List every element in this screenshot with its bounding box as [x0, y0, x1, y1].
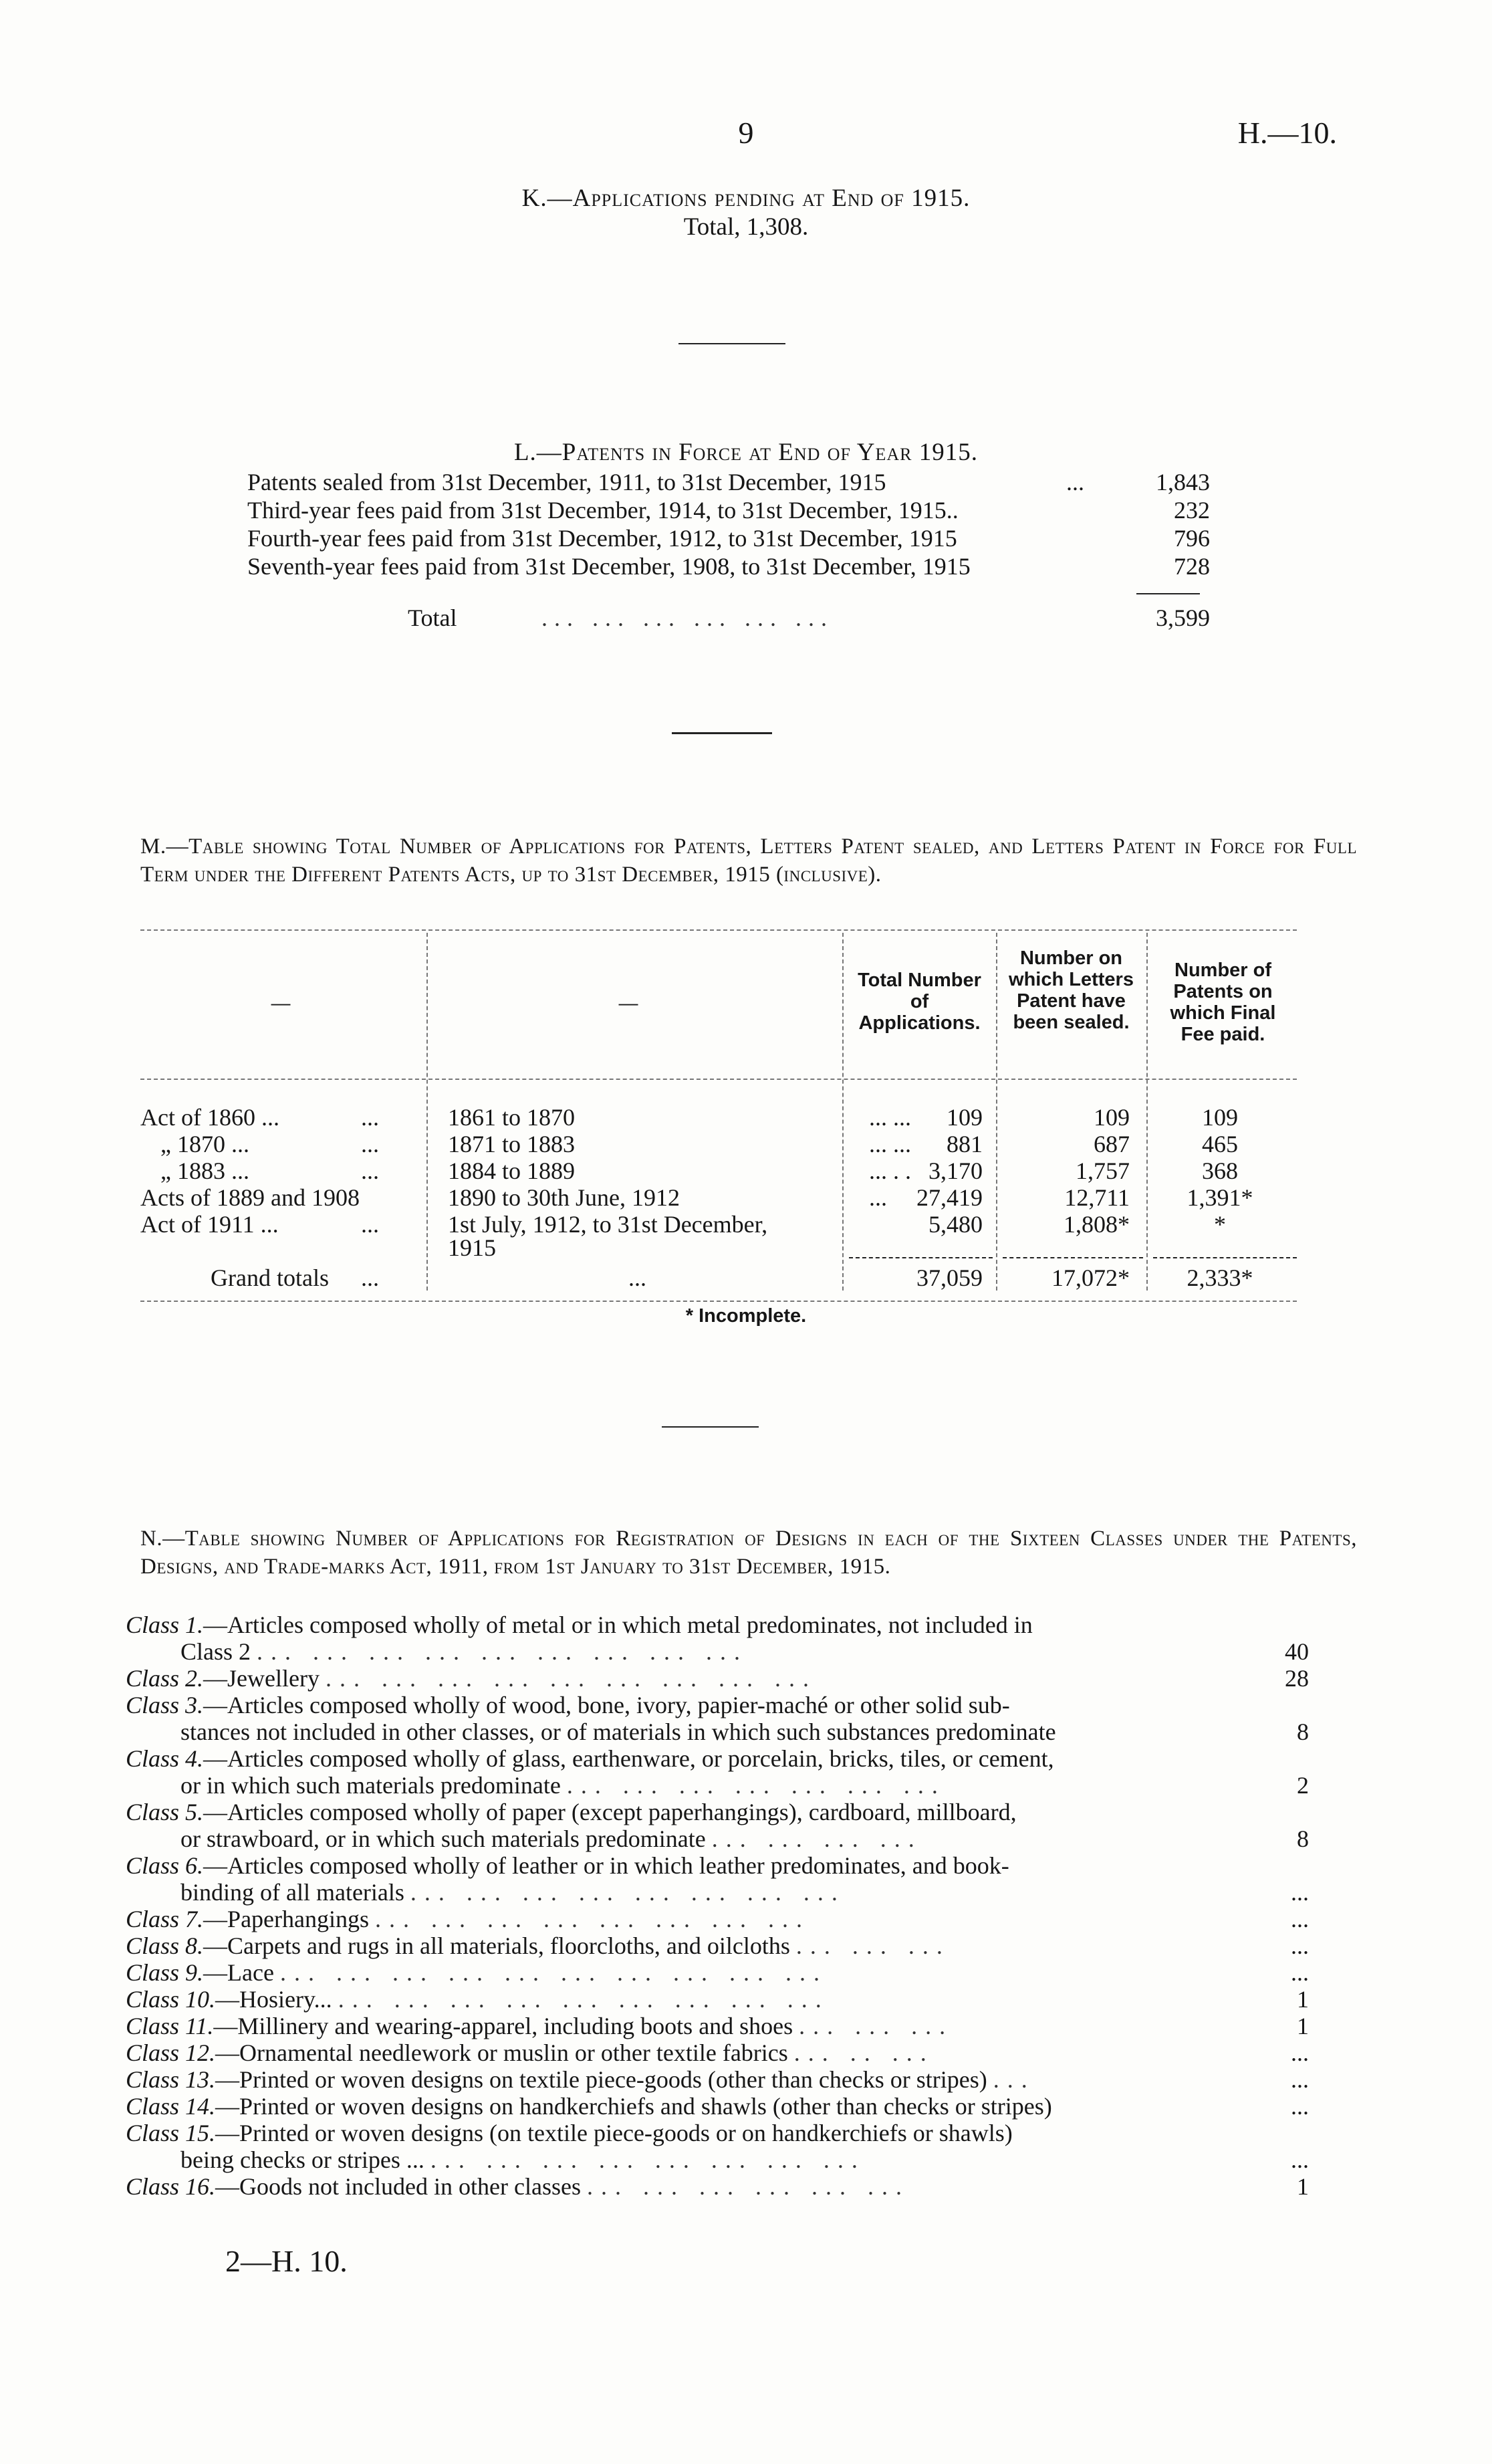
class-count: ...: [1291, 2093, 1309, 2120]
final-fee-cell: *: [1214, 1211, 1226, 1238]
document-reference: H.—10.: [1237, 116, 1337, 150]
period-cell: 1st July, 1912, to 31st December,: [448, 1211, 768, 1238]
class-label: Class 12.: [126, 2039, 216, 2066]
class-label: Class 11.: [126, 2013, 214, 2039]
applications-cell: 27,419: [916, 1184, 983, 1211]
class-description: —Hosiery...: [215, 1986, 332, 2013]
design-class-item: [126, 1665, 1309, 1692]
section-divider: [672, 732, 772, 734]
class-count: ...: [1291, 2066, 1309, 2093]
class-count: ...: [1291, 1906, 1309, 1932]
class-label: Class 13.: [126, 2066, 216, 2093]
class-description: —Printed or woven designs on textile piece-goods (other than checks or stripes): [215, 2066, 987, 2093]
leader-dots: ...: [993, 2066, 1035, 2093]
class-description: Class 2: [180, 1638, 251, 1665]
design-class-item: [126, 2039, 1309, 2066]
row-value: 796: [1174, 525, 1210, 552]
design-class-item: [126, 1611, 1309, 1665]
period-cell: 1861 to 1870: [448, 1104, 576, 1131]
sealed-cell: 109: [1094, 1104, 1130, 1131]
design-class-item: [126, 2066, 1309, 2093]
row-label: Patents sealed from 31st December, 1911, to 31st December, 1915: [247, 469, 886, 495]
class-description: —Millinery and wearing-apparel, including boots and shoes: [213, 2013, 793, 2039]
section-k-title: K.—Applications pending at End of 1915.: [521, 185, 971, 212]
table-rule: [140, 1079, 1297, 1080]
class-count: ...: [1291, 1932, 1309, 1959]
leader-dots: ... ... ... ...: [711, 1825, 922, 1852]
table-row: [140, 1103, 1297, 1130]
class-label: Class 4.: [126, 1745, 204, 1772]
class-label: Class 6.: [126, 1852, 204, 1879]
row-value: 232: [1174, 497, 1210, 524]
table-row: [247, 496, 1210, 523]
table-rule: [140, 929, 1297, 931]
class-description: —Articles composed wholly of paper (except paperhangings), cardboard, millboard,: [203, 1799, 1017, 1825]
leader-dots: ...: [628, 1264, 646, 1291]
table-row: [140, 1210, 1297, 1237]
class-description: —Articles composed wholly of metal or in which metal predominates, not included in: [203, 1611, 1033, 1638]
total-label: Total: [408, 604, 457, 631]
leader-dots: ... ... ... ... ... ... ... ... ...: [257, 1638, 749, 1665]
design-class-item: [126, 1986, 1309, 2013]
design-class-item: [126, 1852, 1309, 1906]
leader-dots: ... ... ... ... ... ...: [541, 604, 834, 631]
class-description: —Articles composed wholly of glass, earthenware, or porcelain, bricks, tiles, or cement,: [203, 1745, 1054, 1772]
leader-dots: ...: [361, 1104, 379, 1131]
design-class-item: [126, 2093, 1309, 2120]
final-fee-cell: 465: [1202, 1131, 1238, 1157]
leader-dots: ...: [361, 1211, 379, 1238]
class-description: stances not included in other classes, or of materials in which such substances predominate: [180, 1718, 1056, 1745]
class-description: —Articles composed wholly of wood, bone, ivory, papier-maché or other solid sub-: [203, 1692, 1010, 1718]
total-rule: [1003, 1257, 1143, 1258]
total-rule: [1153, 1257, 1297, 1258]
class-description: —Printed or woven designs on handkerchiefs and shawls (other than checks or stripes): [215, 2093, 1052, 2120]
table-row: [247, 524, 1210, 551]
class-description: binding of all materials: [180, 1879, 404, 1906]
design-class-item: [126, 1906, 1309, 1932]
class-count: 1: [1297, 2173, 1309, 2200]
class-count: 8: [1297, 1718, 1309, 1745]
design-class-item: [126, 2013, 1309, 2039]
class-description: —Jewellery: [203, 1665, 320, 1692]
table-row: [140, 1184, 1297, 1210]
design-classes-list: [126, 1611, 1309, 2200]
class-label: Class 14.: [126, 2093, 216, 2120]
design-class-item: [126, 1932, 1309, 1959]
header-total-applications: Total Number of Applications.: [858, 970, 981, 1034]
header-final-fee-paid: Number of Patents on which Final Fee paid.: [1170, 960, 1276, 1045]
class-count: 1: [1297, 2013, 1309, 2039]
class-description: or strawboard, or in which such materials predominate: [180, 1825, 706, 1852]
total-value: 3,599: [1156, 604, 1210, 631]
footnote: * Incomplete.: [685, 1305, 807, 1327]
class-description: or in which such materials predominate: [180, 1772, 561, 1799]
period-cell: 1890 to 30th June, 1912: [448, 1184, 680, 1211]
period-continuation: [140, 1234, 1297, 1260]
class-count: 28: [1285, 1665, 1309, 1692]
class-label: Class 7.: [126, 1906, 204, 1932]
leader-dots: ... ... ... ... ... ... ... ...: [375, 1906, 811, 1932]
class-description: —Printed or woven designs (on textile piece-goods or on handkerchiefs or shawls): [215, 2120, 1013, 2146]
class-description: —Articles composed wholly of leather or in which leather predominates, and book-: [203, 1852, 1009, 1879]
leader-dots: ... ... ...: [799, 2013, 954, 2039]
period-cell: 1871 to 1883: [448, 1131, 576, 1157]
final-fee-cell: 368: [1202, 1157, 1238, 1184]
leader-dots: ... . .: [869, 1157, 911, 1184]
class-label: Class 16.: [126, 2173, 216, 2200]
class-count: ...: [1291, 1959, 1309, 1986]
period-cell: 1884 to 1889: [448, 1157, 576, 1184]
class-count: 40: [1285, 1638, 1309, 1665]
class-label: Class 5.: [126, 1799, 204, 1825]
class-label: Class 2.: [126, 1665, 204, 1692]
applications-cell: 3,170: [928, 1157, 983, 1184]
footer-reference: 2—H. 10.: [225, 2244, 348, 2278]
leader-dots: ... .. ...: [793, 2039, 935, 2066]
class-description: —Ornamental needlework or muslin or other textile fabrics: [215, 2039, 788, 2066]
table-rule: [140, 1301, 1297, 1302]
class-description: —Carpets and rugs in all materials, floorcloths, and oilcloths: [203, 1932, 790, 1959]
leader-dots: ...: [361, 1157, 379, 1184]
design-class-item: [126, 1692, 1309, 1745]
act-cell: „ 1883 ...: [160, 1157, 249, 1184]
total-rule: [849, 1257, 993, 1258]
leader-dots: ... ... ... ... ... ... ...: [566, 1772, 946, 1799]
design-class-item: [126, 1799, 1309, 1852]
class-count: ...: [1291, 2146, 1309, 2173]
act-cell: „ 1870 ...: [160, 1131, 249, 1157]
class-description: —Lace: [203, 1959, 274, 1986]
design-class-item: [126, 1959, 1309, 1986]
applications-cell: 109: [947, 1104, 983, 1131]
row-value: 1,843: [1156, 469, 1210, 495]
grand-total-final-fee: 2,333*: [1187, 1264, 1253, 1291]
class-label: Class 15.: [126, 2120, 216, 2146]
grand-totals-row: [140, 1264, 1297, 1291]
leader-dots: ...: [361, 1131, 379, 1157]
applications-cell: 881: [947, 1131, 983, 1157]
row-label: Third-year fees paid from 31st December, 1914, to 31st December, 1915..: [247, 497, 959, 524]
class-label: Class 8.: [126, 1932, 204, 1959]
section-divider: [678, 343, 785, 344]
class-label: Class 10.: [126, 1986, 216, 2013]
leader-dots: ... ... ... ... ... ...: [586, 2173, 910, 2200]
sealed-cell: 1,808*: [1064, 1211, 1130, 1238]
class-count: 8: [1297, 1825, 1309, 1852]
row-value: 728: [1174, 553, 1210, 580]
leader-dots: ...: [361, 1264, 379, 1291]
class-label: Class 1.: [126, 1611, 204, 1638]
leader-dots: ... ...: [869, 1104, 911, 1131]
grand-total-sealed: 17,072*: [1051, 1264, 1130, 1291]
class-label: Class 3.: [126, 1692, 204, 1718]
section-n-title: N.—Table showing Number of Applications for Registration of Designs in each of the Sixteen Classes under the Patents, Designs, and Trade-marks Act, 1911, from 1st January to 31st December, 1915.: [140, 1527, 1357, 1579]
class-label: Class 9.: [126, 1959, 204, 1986]
section-k-total: Total, 1,308.: [683, 213, 809, 241]
row-label: Seventh-year fees paid from 31st December, 1908, to 31st December, 1915: [247, 553, 971, 580]
design-class-item: [126, 1745, 1309, 1799]
class-count: ...: [1291, 2039, 1309, 2066]
header-letters-patent-sealed: Number on which Letters Patent have been sealed.: [1009, 947, 1134, 1033]
class-description: being checks or stripes ...: [180, 2146, 424, 2173]
row-label: Fourth-year fees paid from 31st December, 1912, to 31st December, 1915: [247, 525, 957, 552]
class-description: —Goods not included in other classes: [215, 2173, 581, 2200]
grand-total-applications: 37,059: [916, 1264, 983, 1291]
class-description: —Paperhangings: [203, 1906, 370, 1932]
act-cell: Act of 1860 ...: [140, 1104, 279, 1131]
leader-dots: ... ... ...: [795, 1932, 951, 1959]
sealed-cell: 687: [1094, 1131, 1130, 1157]
page-number: 9: [738, 116, 754, 150]
patents-acts-table: [140, 926, 1297, 1314]
section-divider: [662, 1426, 759, 1428]
class-count: ...: [1291, 1879, 1309, 1906]
table-row: [140, 1130, 1297, 1157]
leader-dots: ... ... ... ... ... ... ... ... ...: [325, 1665, 817, 1692]
leader-dots: ...: [869, 1184, 887, 1211]
leader-dots: ... ... ... ... ... ... ... ... ... ...: [279, 1959, 828, 1986]
leader-dots: ... ... ... ... ... ... ... ...: [430, 2146, 866, 2173]
leader-dots: ... ... ... ... ... ... ... ...: [410, 1879, 846, 1906]
act-cell: Act of 1911 ...: [140, 1211, 279, 1238]
table-row: [247, 468, 1210, 495]
final-fee-cell: 1,391*: [1187, 1184, 1253, 1211]
sealed-cell: 1,757: [1076, 1157, 1130, 1184]
leader-dots: ... ... ... ... ... ... ... ... ...: [338, 1986, 830, 2013]
section-l-title: L.—Patents in Force at End of Year 1915.: [513, 439, 979, 466]
design-class-item: [126, 2120, 1309, 2173]
table-row: [247, 552, 1210, 579]
section-m-title: M.—Table showing Total Number of Applications for Patents, Letters Patent sealed, and Letters Patent in Force for Full Term under the Different Patents Acts, up to 31st December, 1915 (inclusive).: [140, 834, 1357, 887]
leader-dots: ... ...: [869, 1131, 911, 1157]
design-class-item: [126, 2173, 1309, 2200]
class-count: 2: [1297, 1772, 1309, 1799]
grand-totals-label: Grand totals: [211, 1264, 329, 1291]
act-cell: Acts of 1889 and 1908: [140, 1184, 360, 1211]
table-row: [140, 1157, 1297, 1184]
class-count: 1: [1297, 1986, 1309, 2013]
final-fee-cell: 109: [1202, 1104, 1238, 1131]
total-rule: [1136, 593, 1200, 594]
header-blank: —: [271, 993, 291, 1014]
leader-dots: ...: [1066, 469, 1084, 495]
header-blank: —: [618, 993, 638, 1014]
sealed-cell: 12,711: [1064, 1184, 1130, 1211]
applications-cell: 5,480: [928, 1211, 983, 1238]
period-cell: 1915: [448, 1234, 496, 1261]
